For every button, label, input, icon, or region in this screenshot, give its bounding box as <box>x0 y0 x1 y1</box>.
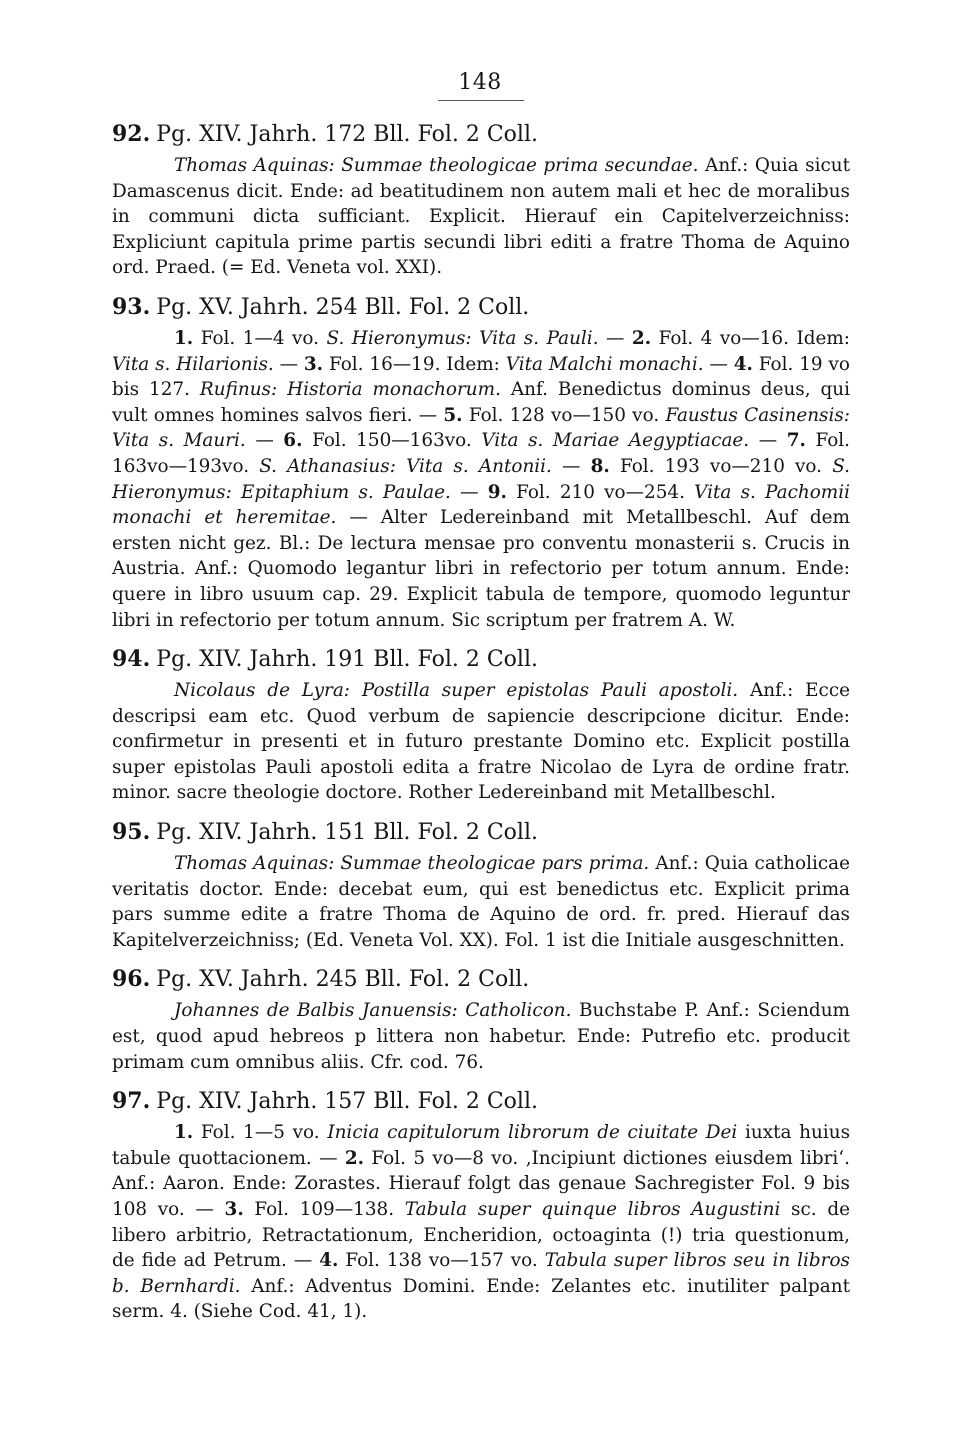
item-number-segment: 4. <box>733 353 753 375</box>
text-segment: Anf.: Quia catholicae veritatis doctor. Ende: decebat eum, qui est benedictus etc. Explicit prima pars summe edite a fratre Thoma de Aquino de ord. fr. pred. Hierauf das Kapitelverzeichniss; (Ed. Veneta Vol. XX). Fol. 1 ist die Initiale ausgeschnitten. <box>112 853 850 951</box>
text-segment: Fol. 1—5 vo. <box>193 1122 328 1144</box>
text-segment: — <box>450 481 488 503</box>
entry-description <box>112 678 850 806</box>
item-number-segment: 8. <box>590 455 610 477</box>
catalogue-entries <box>112 118 850 1335</box>
entry-heading-text: Pg. XV. Jahrh. 245 Bll. Fol. 2 Coll. <box>156 967 530 993</box>
italic-title-segment: Johannes de Balbis Januensis: Catholicon. <box>174 1000 572 1022</box>
catalogue-entry <box>112 816 850 953</box>
catalogue-entry <box>112 643 850 806</box>
entry-paragraph <box>112 851 850 953</box>
text-segment: Fol. 150—163vo. <box>302 430 482 452</box>
catalogue-entry <box>112 291 850 633</box>
text-segment: Fol. 128 vo—150 vo. <box>462 404 666 426</box>
item-number-segment: 1. <box>174 327 194 349</box>
text-segment: Fol. 16—19. Idem: <box>323 353 506 375</box>
item-number-segment: 3. <box>224 1199 244 1220</box>
italic-title-segment: Nicolaus de Lyra: Postilla super epistolas Pauli apostoli. <box>174 680 739 702</box>
entry-number: 92. <box>112 121 151 147</box>
text-segment: Fol. 138 vo—157 vo. <box>338 1250 545 1272</box>
entry-heading-text: Pg. XIV. Jahrh. 172 Bll. Fol. 2 Coll. <box>156 122 538 147</box>
item-number-segment: 4. <box>319 1250 339 1272</box>
text-segment: Fol. 19 vo bis 127. <box>112 353 850 401</box>
entry-description <box>112 153 850 281</box>
italic-title-segment: Vita s. Hilarionis. <box>112 353 274 375</box>
entry-number: 95. <box>112 819 151 846</box>
text-segment: — <box>703 353 734 375</box>
entry-heading <box>112 291 850 324</box>
catalogue-entry <box>112 963 850 1075</box>
entry-number: 94. <box>112 646 151 673</box>
page-number-rule <box>438 100 524 101</box>
italic-title-segment: Rufinus: Historia monachorum. <box>199 379 501 401</box>
entry-description <box>112 998 850 1075</box>
text-segment: Anf.: Adventus Domini. Ende: Zelantes etc. inutiliter palpant serm. 4. (Siehe Cod. 41, 1). <box>112 1275 850 1323</box>
entry-paragraph <box>112 326 850 633</box>
item-number-segment: 2. <box>344 1147 365 1169</box>
italic-title-segment: Inicia capitulorum librorum de ciuitate Dei <box>327 1122 738 1144</box>
item-number-segment: 3. <box>303 353 324 375</box>
item-number-segment: 6. <box>283 430 303 452</box>
text-segment: Anf. Benedictus dominus deus, qui vult omnes homines salvos fieri. — <box>112 379 850 426</box>
entry-description <box>112 326 850 633</box>
entry-number: 93. <box>112 293 151 320</box>
catalogue-entry <box>112 118 850 281</box>
entry-paragraph <box>112 998 850 1075</box>
entry-paragraph <box>112 678 850 806</box>
entry-paragraph <box>112 153 850 281</box>
entry-number: 96. <box>112 966 151 993</box>
text-segment: — <box>245 430 284 452</box>
entry-heading-text: Pg. XIV. Jahrh. 191 Bll. Fol. 2 Coll. <box>156 647 538 673</box>
text-segment: — <box>551 455 591 477</box>
text-segment: Fol. 5 vo—8 vo. ‚Incipiunt dictiones eiusdem libri‘. Anf.: Aaron. Ende: Zorastes. Hierauf folgt das genaue Sachregister Fol. 9 bis 108 vo. — <box>112 1147 851 1220</box>
item-number-segment: 2. <box>631 327 652 349</box>
entry-heading <box>112 643 850 676</box>
entry-heading-text: Pg. XIV. Jahrh. 157 Bll. Fol. 2 Coll. <box>156 1089 538 1115</box>
italic-title-segment: Vita s. Mariae Aegyptiacae. <box>481 430 750 452</box>
text-segment: Fol. 4 vo—16. Idem: <box>651 327 851 349</box>
text-segment: Fol. 1—4 vo. <box>193 327 327 349</box>
entry-paragraph <box>112 1120 850 1325</box>
item-number-segment: 5. <box>443 404 463 426</box>
text-segment: Anf.: Ecce descripsi eam etc. Quod verbum de sapiencie descripcione dicitur. Ende: confirmetur in presenti et in futuro prestante Domino etc. Explicit postilla super epistolas Pauli apostoli edita a fratre Nicolao de Lyra de ordine fratr. minor. sacre theologie doctore. Rother Ledereinband mit Metallbeschl. <box>112 680 851 804</box>
entry-number: 97. <box>112 1088 151 1115</box>
page-number: 148 <box>458 70 502 95</box>
italic-title-segment: S. Athanasius: Vita s. Antonii. <box>259 455 552 477</box>
text-segment: sc. de libero arbitrio, Retractationum, Encheridion, octoaginta (!) tria questionum, de fide ad Petrum. — <box>112 1199 850 1272</box>
entry-heading <box>112 963 850 996</box>
italic-title-segment: Vita Malchi monachi. <box>505 353 704 375</box>
italic-title-segment: Tabula super quinque libros Augustini <box>404 1199 781 1220</box>
text-segment: iuxta huius tabule quottacionem. — <box>112 1122 851 1169</box>
entry-heading-text: Pg. XIV. Jahrh. 151 Bll. Fol. 2 Coll. <box>156 820 538 846</box>
item-number-segment: 7. <box>786 430 806 452</box>
text-segment: Fol. 193 vo—210 vo. <box>609 455 833 477</box>
text-segment: — <box>598 327 632 349</box>
text-segment: Anf.: Quia sicut Damascenus dicit. Ende: ad beatitudinem non autem mali et hec de moralibus in communi dicta sufficiant. Explicit. Hierauf ein Capitelverzeichniss: Expliciunt capitula prime partis secundi libri editi a fratre Thoma de Aquino ord. Praed. (= Ed. Veneta vol. XXI). <box>112 155 850 279</box>
entry-heading <box>112 816 850 849</box>
italic-title-segment: Thomas Aquinas: Summae theologicae pars prima. <box>174 853 650 875</box>
italic-title-segment: Tabula super libros seu in libros b. Bernhardi. <box>112 1250 850 1297</box>
entry-heading <box>112 1085 850 1118</box>
text-segment: — Alter Ledereinband mit Metallbeschl. Auf dem ersten nicht gez. Bl.: De lectura mensae pro conventu monasterii s. Crucis in Austria. Anf.: Quomodo legantur libri in refectorio per totum annum. Ende: quere in libro usuum cap. 29. Explicit tabula de tempore, quomodo leguntur libri in refectorio per totum annum. Sic scriptum per fratrem A. W. <box>112 507 850 631</box>
entry-description <box>112 1120 850 1325</box>
italic-title-segment: S. Hieronymus: Epitaphium s. Paulae. <box>112 455 850 503</box>
item-number-segment: 9. <box>487 481 507 503</box>
italic-title-segment: Vita s. Pachomii monachi et heremitae. <box>112 481 850 529</box>
italic-title-segment: Faustus Casinensis: Vita s. Mauri. <box>112 404 851 452</box>
entry-description <box>112 851 850 953</box>
catalogue-entry <box>112 1085 850 1325</box>
text-segment: — <box>273 353 304 375</box>
text-segment: Fol. 109—138. <box>243 1199 405 1220</box>
italic-title-segment: S. Hieronymus: Vita s. Pauli. <box>326 327 599 349</box>
italic-title-segment: Thomas Aquinas: Summae theologicae prima secundae. <box>174 155 699 176</box>
text-segment: Buchstabe P. Anf.: Sciendum est, quod apud hebreos p littera non habetur. Ende: Putrefio etc. producit primam cum omnibus aliis. Cfr. cod. 76. <box>112 1000 850 1073</box>
text-segment: — <box>749 430 787 452</box>
entry-heading-text: Pg. XV. Jahrh. 254 Bll. Fol. 2 Coll. <box>156 294 530 320</box>
text-segment: Fol. 210 vo—254. <box>506 481 695 503</box>
entry-heading <box>112 118 850 151</box>
item-number-segment: 1. <box>174 1122 194 1144</box>
text-segment: Fol. 163vo—193vo. <box>112 430 851 477</box>
